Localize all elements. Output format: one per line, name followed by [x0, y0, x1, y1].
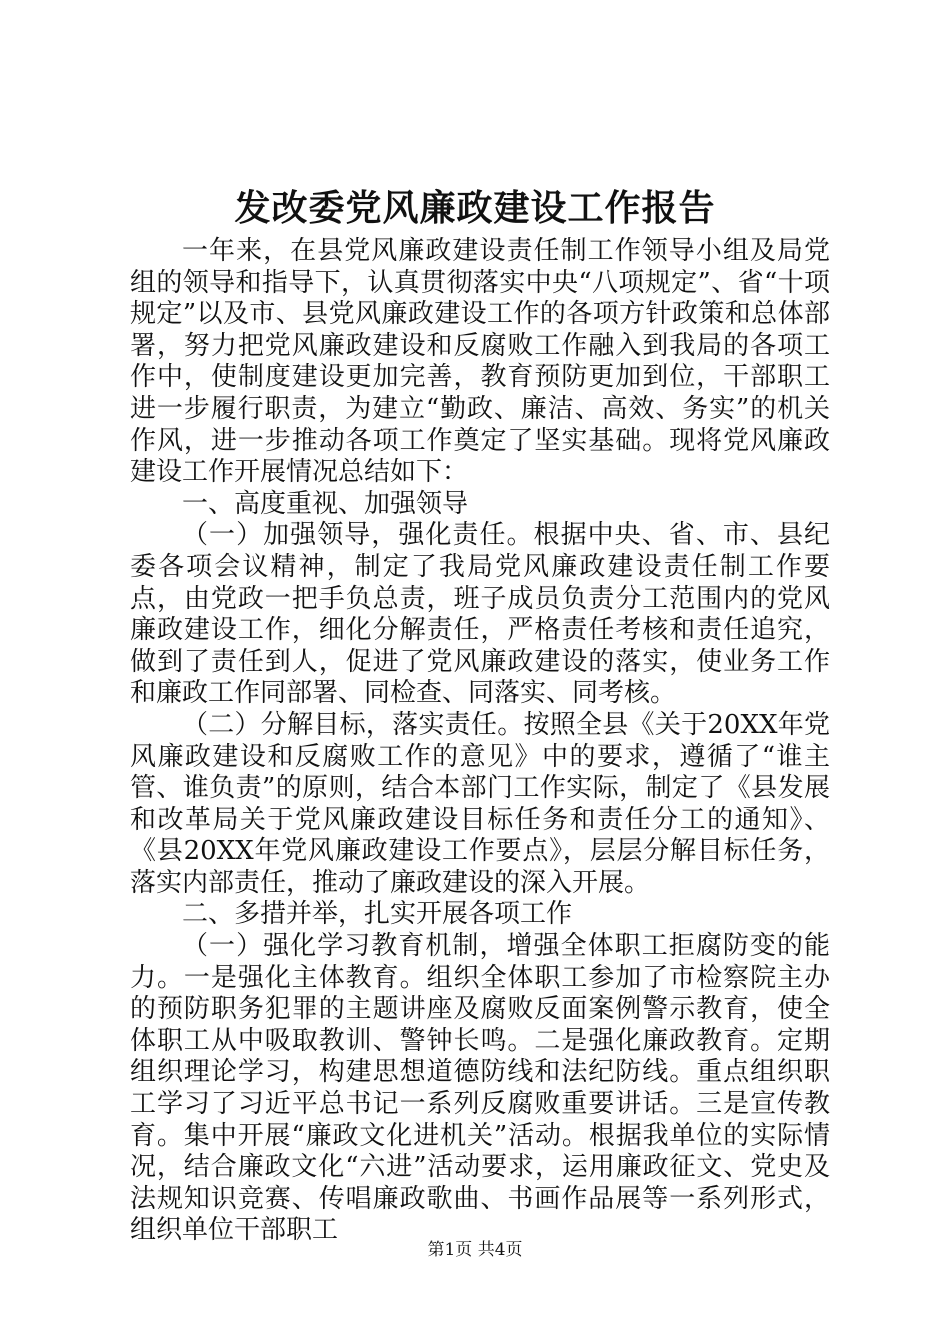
intro-paragraph: 一年来，在县党风廉政建设责任制工作领导小组及局党组的领导和指导下，认真贯彻落实中央“八项规定”、省“十项规定”以及市、县党风廉政建设工作的各项方针政策和总体部署，努力把党风廉政建设和反腐败工作融入到我局的各项工作中，使制度建设更加完善，教育预防更加到位，干部职工进一步履行职责，为建立“勤政、廉洁、高效、务实”的机关作风，进一步推动各项工作奠定了坚实基础。现将党风廉政建设工作开展情况总结如下：: [130, 236, 830, 488]
section-heading-2: 二、多措并举，扎实开展各项工作: [182, 899, 573, 930]
subsection-paragraph-1-1: （一）加强领导，强化责任。根据中央、省、市、县纪委各项会议精神，制定了我局党风廉政建设责任制工作要点，由党政一把手负总责，班子成员负责分工范围内的党风廉政建设工作，细化分解责任，严格责任考核和责任追究，做到了责任到人，促进了党风廉政建设的落实，使业务工作和廉政工作同部署、同检查、同落实、同考核。: [130, 520, 830, 709]
document-title: 发改委党风廉政建设工作报告: [234, 187, 716, 229]
section-heading-1: 一、高度重视、加强领导: [182, 488, 469, 519]
subsection-paragraph-1-2: （二）分解目标，落实责任。按照全县《关于20XX年党风廉政建设和反腐败工作的意见》中的要求，遵循了“谁主管、谁负责”的原则，结合本部门工作实际，制定了《县发展和改革局关于党风廉政建设目标任务和责任分工的通知》、《县20XX年党风廉政建设工作要点》，层层分解目标任务，落实内部责任，推动了廉政建设的深入开展。: [130, 709, 830, 898]
subsection-paragraph-2-1: （一）强化学习教育机制，增强全体职工拒腐防变的能力。一是强化主体教育。组织全体职工参加了市检察院主办的预防职务犯罪的主题讲座及腐败反面案例警示教育，使全体职工从中吸取教训、警钟长鸣。二是强化廉政教育。定期组织理论学习，构建思想道德防线和法纪防线。重点组织职工学习了习近平总书记一系列反腐败重要讲话。三是宣传教育。集中开展“廉政文化进机关”活动。根据我单位的实际情况，结合廉政文化“六进”活动要求，运用廉政征文、党史及法规知识竞赛、传唱廉政歌曲、书画作品展等一系列形式，组织单位干部职工: [130, 931, 830, 1246]
document-body: [130, 236, 830, 1247]
page-footer: 第1页 共4页: [427, 1240, 523, 1260]
